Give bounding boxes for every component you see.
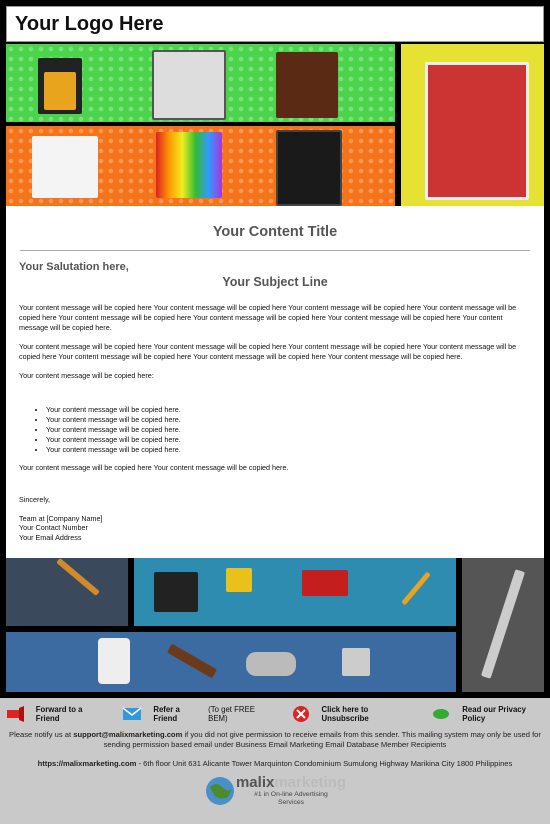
forward-link[interactable] xyxy=(4,705,108,723)
footer xyxy=(0,698,550,824)
refer-note: (To get FREE BEM) xyxy=(208,705,255,723)
notice-text xyxy=(0,730,550,750)
leaf-icon xyxy=(431,705,453,723)
team-name: Team at [Company Name] xyxy=(19,513,103,523)
list-item: • Your content message will be copied here. xyxy=(46,435,544,445)
brand-name-part-2: marketing xyxy=(274,774,347,791)
shelf-rack-image xyxy=(152,50,226,120)
list-item: • Your content message will be copied here. xyxy=(46,425,544,435)
paint-can-image xyxy=(98,638,130,684)
tools-banner xyxy=(6,558,544,692)
hero-banner xyxy=(6,44,544,206)
closing: Sincerely, xyxy=(19,495,51,504)
unsubscribe-label: Click here to Unsubscribe xyxy=(321,705,369,723)
list-item: • Your content message will be copied here. xyxy=(46,405,544,415)
wrench-panel xyxy=(462,558,544,692)
bullet-list xyxy=(34,405,544,455)
yellow-display-panel xyxy=(401,44,544,206)
orange-display-panel xyxy=(6,126,395,206)
drill-image xyxy=(302,570,348,596)
wrench-image xyxy=(481,569,525,679)
paragraph-4: Your content message will be copied here Your content message will be copied here. xyxy=(19,463,289,472)
footer-links xyxy=(0,698,550,730)
tape-measure-image xyxy=(226,568,252,592)
website-link[interactable]: https://malixmarketing.com xyxy=(37,759,137,768)
content-title: Your Content Title xyxy=(212,224,338,240)
privacy-link[interactable] xyxy=(431,705,550,723)
privacy-label: Read our Privacy Policy xyxy=(462,705,526,723)
brand-tagline-2: Services xyxy=(277,799,305,806)
logo-text: Your Logo Here xyxy=(15,12,164,35)
email-address: Your Email Address xyxy=(19,532,82,542)
shelf-unit-image xyxy=(32,136,98,198)
tools-panel xyxy=(134,558,456,626)
hammer-panel xyxy=(6,558,128,626)
padlock-image xyxy=(342,648,370,676)
content-area xyxy=(6,206,544,558)
megaphone-icon xyxy=(4,705,26,723)
support-email-link[interactable]: support@malixmarketing.com xyxy=(73,730,183,739)
divider xyxy=(20,250,530,251)
notice-prefix: Please notify us at xyxy=(9,730,74,739)
address-line xyxy=(0,759,550,768)
paragraph-2: Your content message will be copied here Your content message will be copied here Your content message will be copied here Your content message will be copied here Your content message will be copied here Your content message will be copied here Your content message will be copied here. xyxy=(19,342,517,361)
forward-label: Forward to a Friend xyxy=(35,705,83,723)
display-product-image xyxy=(44,72,76,110)
snack-rack-image xyxy=(425,62,529,200)
refer-label: Refer a Friend xyxy=(153,705,180,723)
email-frame xyxy=(6,6,544,206)
paragraph-1: Your content message will be copied here Your content message will be copied here Your content message will be copied here Your content message will be copied here Your content message will be copied here Your content message will be copied here Your content message will be copied here Your content message will be copied here. xyxy=(19,303,517,332)
counter-display-image xyxy=(276,52,338,118)
list-item: • Your content message will be copied here. xyxy=(46,445,544,455)
hardware-panel xyxy=(6,632,456,692)
brand-name xyxy=(236,774,346,791)
latch-image xyxy=(246,652,296,676)
subject-line: Your Subject Line xyxy=(222,275,328,289)
rotating-rack-image xyxy=(156,132,222,198)
brand-tagline: #1 in On-line Advertising xyxy=(254,791,328,798)
green-display-panel xyxy=(6,44,395,122)
contact-number: Your Contact Number xyxy=(19,523,88,532)
brand-name-part-1: malix xyxy=(235,774,275,791)
list-item: • Your content message will be copied here. xyxy=(46,415,544,425)
paintbrush-image xyxy=(167,644,217,679)
brand-logo[interactable] xyxy=(0,774,550,807)
notice-suffix: if you did not give permission to receive emails from this sender. This mailing system may only be used for sending permission based email under Business Email Marketing Email Database Member Recipients xyxy=(103,730,541,749)
unsubscribe-link[interactable] xyxy=(290,705,417,723)
screwdriver-image xyxy=(401,572,431,606)
salutation: Your Salutation here, xyxy=(19,261,129,273)
paragraph-3: Your content message will be copied here: xyxy=(19,371,154,380)
close-icon xyxy=(290,705,312,723)
power-outlet-image xyxy=(154,572,198,612)
vending-machine-image xyxy=(276,130,342,206)
logo-bar xyxy=(6,6,544,42)
envelope-icon xyxy=(122,705,144,723)
address-text: - 6th floor Unit 631 Alicante Tower Marquinton Condominium Sumulong Highway Marikina City 1800 Philippines xyxy=(136,759,513,768)
hammer-image xyxy=(56,558,100,596)
refer-link[interactable] xyxy=(122,705,276,723)
globe-icon xyxy=(204,775,236,807)
